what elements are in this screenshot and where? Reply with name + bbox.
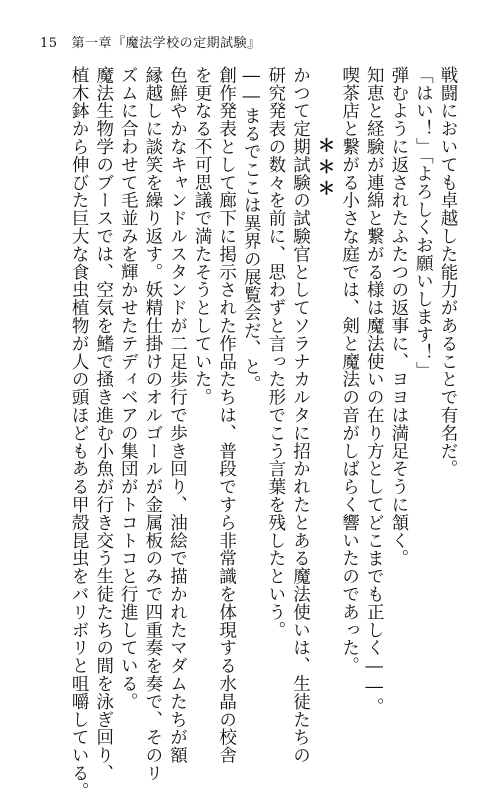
text-line: 縁越しに談笑を繰り返す。妖精仕掛けのオルゴールが金属板のみで四重奏を奏で、そのリ (142, 66, 163, 782)
scene-separator: ＊＊＊ (315, 136, 336, 201)
chapter-title: 『魔法学校の定期試験』 (112, 36, 261, 51)
text-line: 植木鉢から伸びた巨大な食虫植物が人の頭ほどもある甲殻昆虫をバリボリと咀嚼している。 (69, 66, 90, 800)
vertical-body-text (30, 66, 460, 800)
text-line: を更なる不可思議で満たそうとしていた。 (192, 66, 213, 407)
text-line: 研究発表の数々を前に、思わずと言った形でこう言葉を残したという。 (265, 66, 286, 639)
text-line: 「はい！」「よろしくお願いします！」 (413, 66, 434, 380)
text-line: かつて定期試験の試験官としてソラナカルタに招かれたとある魔法使いは、生徒たちの (290, 66, 311, 765)
chapter-label: 第一章 (71, 36, 113, 51)
text-line: 喫茶店と繋がる小さな庭では、剣と魔法の音がしばらく響いたのであった。 (339, 66, 360, 675)
text-line: ズムに合わせて毛並みを輝かせたテディベアの集団がトコトコと行進している。 (118, 66, 139, 711)
text-line: 色鮮やかなキャンドルスタンドが二足歩行で歩き回り、油絵で描かれたマダムたちが額 (167, 66, 188, 765)
text-line: 創作発表として廊下に掲示された作品たちは、普段ですら非常識を体現する水晶の校舎 (216, 66, 237, 765)
text-line: 戦闘においても卓越した能力があることで有名だ。 (438, 66, 458, 478)
text-line: ――まるでここは異界の展覧会だ、と。 (241, 66, 262, 394)
running-header (40, 36, 261, 52)
text-line: 弾むように返されたふたつの返事に、ヨヨは満足そうに頷く。 (388, 66, 409, 568)
text-line: 知恵と経験が連綿と繋がる様は魔法使いの在り方としてどこまでも正しく――。 (364, 66, 385, 716)
text-line: 魔法生物学のブースでは、空気を鰭で掻き進む小魚が行き交う生徒たちの間を泳ぎ回り、 (93, 66, 114, 782)
page-number: 15 (40, 36, 58, 51)
